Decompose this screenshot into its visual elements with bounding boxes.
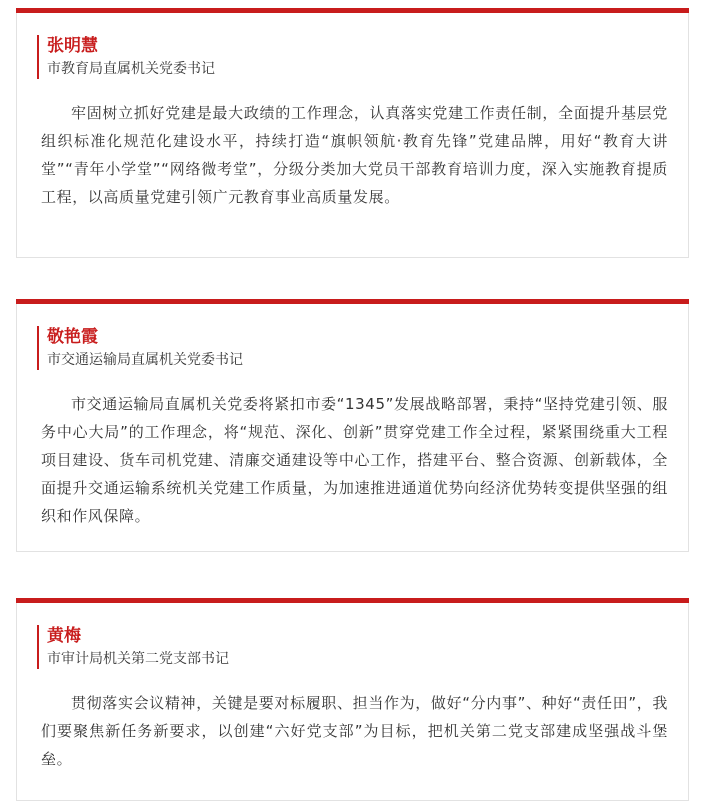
person-title: 市审计局机关第二党支部书记: [47, 651, 229, 667]
person-name: 张明慧: [47, 36, 98, 56]
card-top-bar: [16, 299, 689, 304]
card-top-bar: [16, 598, 689, 603]
statement-card-2: [16, 299, 689, 552]
statement-card-3: [16, 598, 689, 801]
person-name: 黄梅: [47, 626, 81, 646]
person-name: 敬艳霞: [47, 327, 98, 347]
card-top-bar: [16, 8, 689, 13]
statement-text: 牢固树立抓好党建是最大政绩的工作理念，认真落实党建工作责任制，全面提升基层党组织标准化规范化建设水平，持续打造“旗帜领航·教育先锋”党建品牌，用好“教育大讲堂”“青年小学堂”“网络微考堂”，分级分类加大党员干部教育培训力度，深入实施教育提质工程，以高质量党建引领广元教育事业高质量发展。: [41, 104, 668, 206]
person-title: 市交通运输局直属机关党委书记: [47, 352, 243, 368]
statement-text: 市交通运输局直属机关党委将紧扣市委“1345”发展战略部署，秉持“坚持党建引领、服务中心大局”的工作理念，将“规范、深化、创新”贯穿党建工作全过程，紧紧围绕重大工程项目建设、货车司机党建、清廉交通建设等中心工作，搭建平台、整合资源、创新载体，全面提升交通运输系统机关党建工作质量，为加速推进通道优势向经济优势转变提供坚强的组织和作风保障。: [41, 395, 668, 525]
person-title: 市教育局直属机关党委书记: [47, 61, 215, 77]
statement-text: 贯彻落实会议精神，关键是要对标履职、担当作为，做好“分内事”、种好“责任田”，我们要聚焦新任务新要求，以创建“六好党支部”为目标，把机关第二党支部建成坚强战斗堡垒。: [41, 694, 668, 768]
statement-card-1: [16, 8, 689, 258]
card-header: [37, 35, 688, 79]
card-header: [37, 326, 688, 370]
card-header: [37, 625, 688, 669]
